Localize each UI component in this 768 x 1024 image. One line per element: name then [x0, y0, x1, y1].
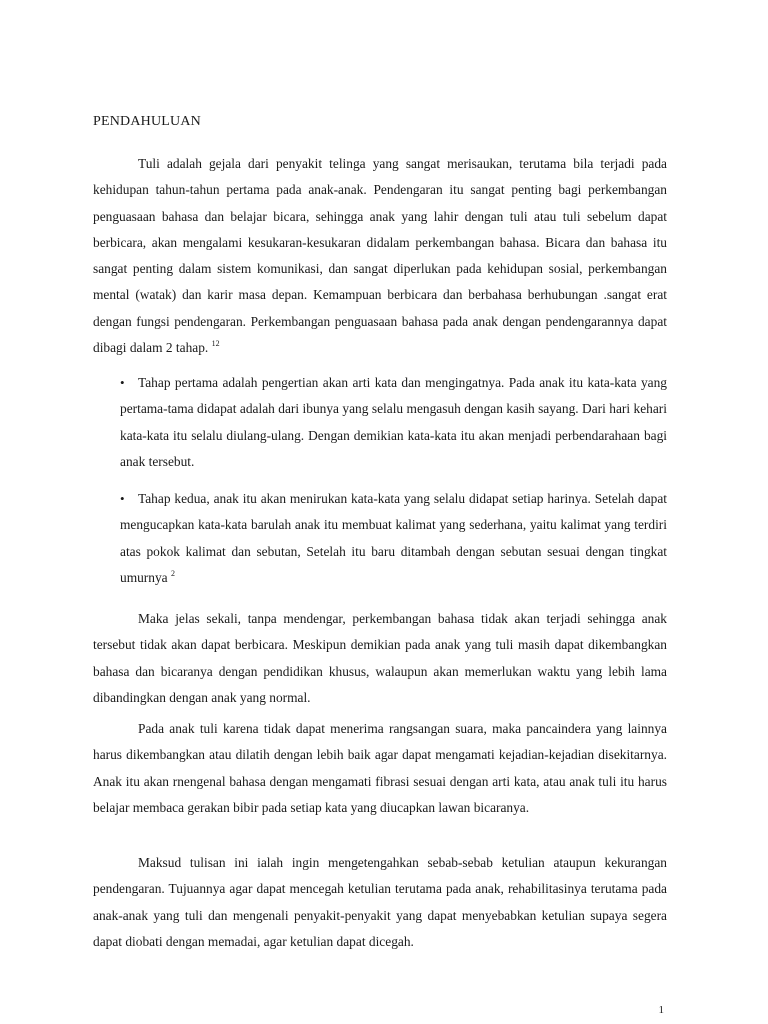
paragraph-intro — [93, 151, 667, 361]
stage-list-1 — [93, 370, 667, 475]
paragraph-conclusion: Maka jelas sekali, tanpa mendengar, perkembangan bahasa tidak akan terjadi sehingga anak tersebut tidak akan dapat berbicara. Meskipun demikian pada anak yang tuli masih dapat dikembangkan bahasa dan bicaranya dengan pendidikan khusus, walaupun akan memerlukan waktu yang lebih lama dibandingkan dengan anak yang normal. — [93, 611, 667, 705]
list-item-stage-1-text: • Tahap pertama adalah pengertian akan arti kata dan mengingatnya. Pada anak itu kata-kata yang pertama-tama didapat adalah dari ibunya yang selalu mengasuh dengan kasih sayang. Dari hari kehari kata-kata itu selalu diulang-ulang. Dengan demikian kata-kata itu akan menjadi perbendarahaan bagi anak tersebut. — [120, 375, 667, 469]
stage-list-2 — [93, 486, 667, 591]
page-number: 1 — [658, 1004, 664, 1016]
list-item-stage-2-wrap — [120, 486, 667, 591]
paragraph-purpose: Maksud tulisan ini ialah ingin mengetengahkan sebab-sebab ketulian ataupun kekurangan pendengaran. Tujuannya agar dapat mencegah ketulian terutama pada anak, rehabilitasinya terutama pada anak-anak yang tuli dan mengenali penyakit-penyakit yang dapat menyebabkan ketulian supaya segera dapat diobati dengan memadai, agar ketulian dapat dicegah. — [93, 855, 667, 949]
footnote-ref-2: 2 — [170, 568, 175, 578]
paragraph-deaf-children: Pada anak tuli karena tidak dapat menerima rangsangan suara, maka pancaindera yang lainnya harus dikembangkan atau dilatih dengan lebih baik agar dapat mengamati kejadian-kejadian disekitarnya. Anak itu akan rnengenal bahasa dengan mengamati fibrasi sesuai dengan arti kata, atau anak tuli itu harus belajar membaca gerakan bibir pada setiap kata yang diucapkan lawan bicaranya. — [93, 721, 667, 815]
list-item-stage-2-text: Tahap kedua, anak itu akan menirukan kata-kata yang selalu didapat setiap harinya. Setelah dapat mengucapkan kata-kata barulah anak itu membuat kalimat yang sederhana, yaitu kalimat yang terdiri atas pokok kalimat dan sebutan, Setelah itu baru ditambah dengan sebutan sesuai dengan tingkat umurnya — [120, 491, 667, 585]
paragraph-intro-text: Tuli adalah gejala dari penyakit telinga yang sangat merisaukan, terutama bila terjadi pada kehidupan tahun-tahun pertama pada anak-anak. Pendengaran itu sangat penting bagi perkembangan penguasaan bahasa dan belajar bicara, sehingga anak yang lahir dengan tuli atau tuli sebelum dapat berbicara, akan mengalami kesukaran-kesukaran didalam perkembangan bahasa. Bicara dan bahasa itu sangat penting dalam sistem komunikasi, dan sangat diperlukan pada kehidupan sosial, perkembangan mental (watak) dan karir masa depan. Kemampuan berbicara dan berbahasa berhubungan .sangat erat dengan fungsi pendengaran. Perkembangan penguasaan bahasa pada anak dengan pendengarannya dapat dibagi dalam 2 tahap. — [93, 156, 667, 356]
footnote-ref-12: 12 — [211, 339, 220, 349]
list-item-stage-1 — [93, 370, 667, 475]
section-heading: PENDAHULUAN — [93, 114, 201, 129]
list-item-stage-2 — [93, 486, 667, 591]
